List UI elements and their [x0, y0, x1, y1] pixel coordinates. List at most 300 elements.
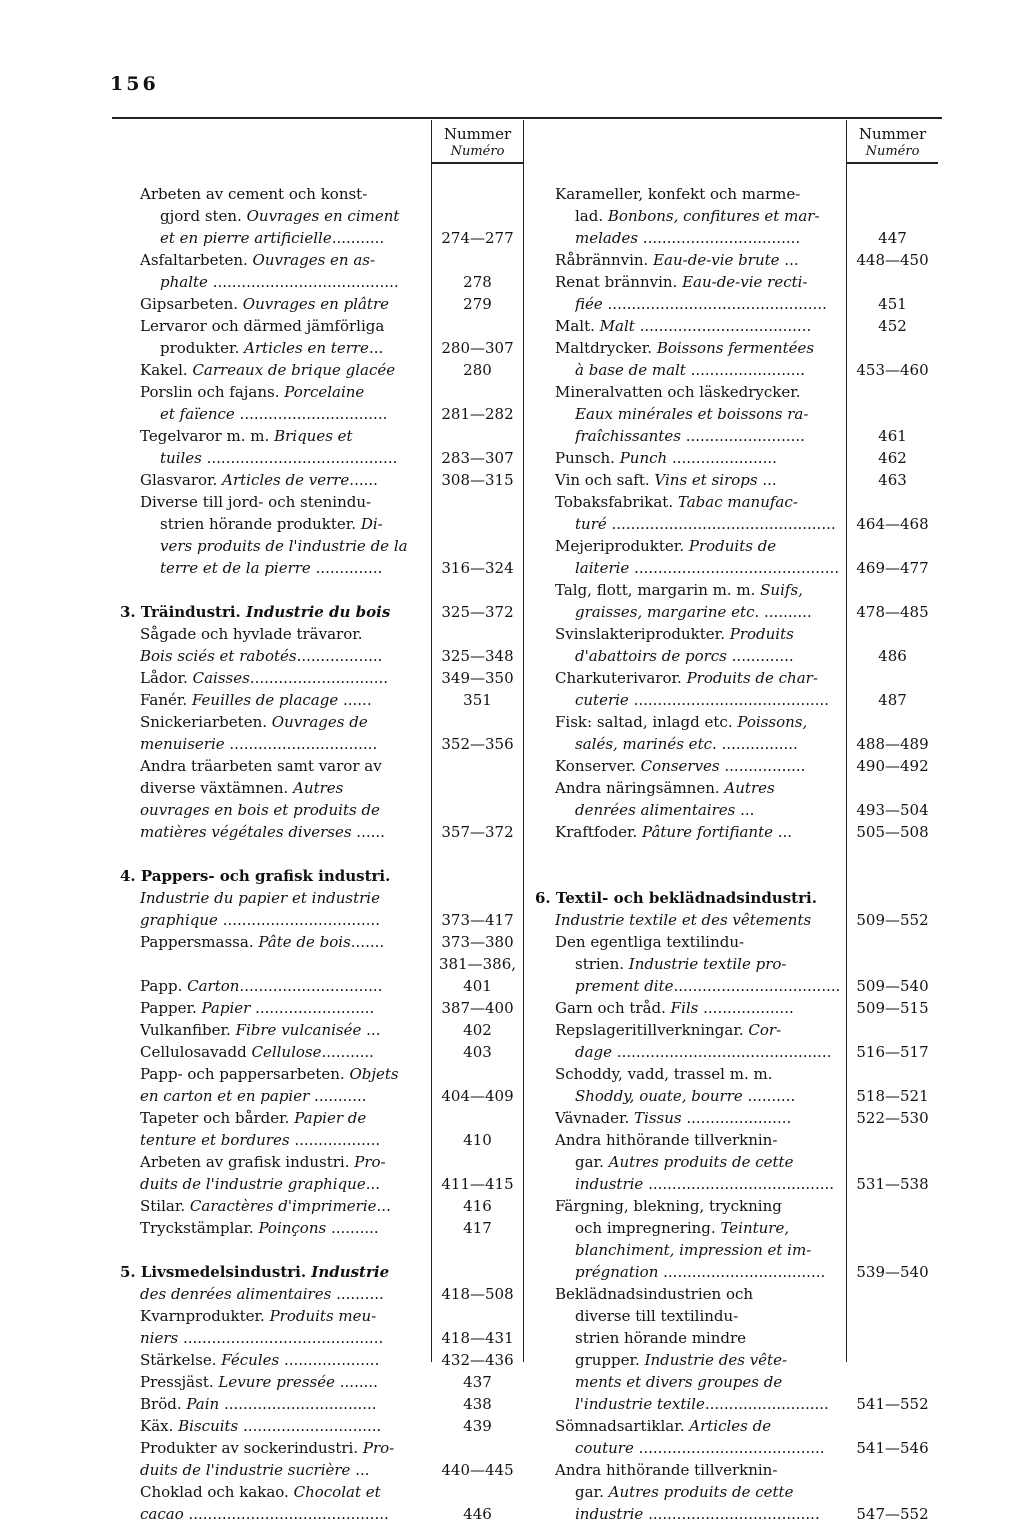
entry-text: Andra hithörande tillverknin- — [555, 1131, 778, 1149]
entry-number: 417 — [463, 1219, 492, 1237]
index-entry — [140, 645, 520, 667]
index-entry — [555, 205, 935, 227]
index-entry — [555, 337, 935, 359]
index-entry — [555, 1415, 935, 1437]
entry-text: Charkuterivaror. Produits de char- — [555, 669, 818, 687]
entry-text: à base de malt ........................ — [575, 361, 806, 379]
index-entry — [140, 975, 520, 997]
entry-text: Tapeter och bårder. Papier de — [140, 1109, 367, 1127]
index-entry — [555, 1107, 935, 1129]
entry-text: Arbeten av grafisk industri. Pro- — [140, 1153, 386, 1171]
entry-number: 283—307 — [441, 449, 514, 467]
entry-text: Färgning, blekning, tryckning — [555, 1197, 782, 1215]
entry-text: Repslageritillverkningar. Cor- — [555, 1021, 782, 1039]
entry-text: Schoddy, vadd, trassel m. m. — [555, 1065, 773, 1083]
index-entry — [555, 931, 935, 953]
entry-text: en carton et en papier ........... — [140, 1087, 367, 1105]
entry-text: strien hörande produkter. Di- — [160, 515, 383, 533]
entry-text: Bröd. Pain ................................ — [140, 1395, 377, 1413]
entry-text: graisses, margarine etc. .......... — [575, 603, 812, 621]
entry-text: fiée .............................................. — [575, 295, 827, 313]
index-entry — [140, 183, 520, 205]
index-entry — [555, 1173, 935, 1195]
entry-text: Andra näringsämnen. Autres — [555, 779, 775, 797]
entry-text: niers .......................................... — [140, 1329, 384, 1347]
entry-text: Kvarnprodukter. Produits meu- — [140, 1307, 377, 1325]
entry-text: Sömnadsartiklar. Articles de — [555, 1417, 772, 1435]
header-numero: Numéro — [450, 144, 505, 159]
index-entry — [140, 447, 520, 469]
entry-text: Bois sciés et rabotés.................. — [140, 647, 383, 665]
index-entry — [555, 1349, 935, 1371]
entry-number: 325—372 — [441, 603, 514, 621]
index-entry — [140, 359, 520, 381]
entry-text: ments et divers groupes de — [575, 1373, 783, 1391]
entry-text: Vin och saft. Vins et sirops ... — [555, 471, 777, 489]
entry-text: menuiserie ............................... — [140, 735, 378, 753]
entry-text: des denrées alimentaires .......... — [140, 1285, 384, 1303]
entry-number: 541—552 — [856, 1395, 929, 1413]
index-entry — [140, 1129, 520, 1151]
index-entry — [140, 293, 520, 315]
entry-text: Vulkanfiber. Fibre vulcanisée ... — [140, 1021, 381, 1039]
index-entry — [555, 689, 935, 711]
entry-number: 522—530 — [856, 1109, 929, 1127]
entry-text: Talg, flott, margarin m. m. Suifs, — [555, 581, 803, 599]
entry-text: et en pierre artificielle........... — [160, 229, 385, 247]
index-entry — [140, 557, 520, 579]
entry-number: 516—517 — [856, 1043, 929, 1061]
index-entry — [555, 1261, 935, 1283]
entry-text: Choklad och kakao. Chocolat et — [140, 1483, 381, 1501]
entry-number: 387—400 — [441, 999, 514, 1017]
entry-text: duits de l'industrie sucrière ... — [140, 1461, 370, 1479]
entry-text: Asfaltarbeten. Ouvrages en as- — [140, 251, 376, 269]
entry-text: prégnation .................................. — [575, 1263, 826, 1281]
entry-number: 446 — [463, 1505, 492, 1523]
entry-text: blanchiment, impression et im- — [575, 1241, 812, 1259]
index-entry — [555, 1437, 935, 1459]
index-entry — [140, 1371, 520, 1393]
header-rule-right — [846, 162, 938, 164]
entry-number: 280—307 — [441, 339, 514, 357]
index-entry — [555, 799, 935, 821]
index-entry — [140, 315, 520, 337]
index-entry — [555, 975, 935, 997]
entry-number: 278 — [463, 273, 492, 291]
index-entry — [555, 293, 935, 315]
entry-text: vers produits de l'industrie de la — [160, 537, 408, 555]
entry-text: diverse växtämnen. Autres — [140, 779, 344, 797]
header-nummer: Nummer — [858, 125, 927, 143]
entry-text: Industrie textile et des vêtements — [555, 911, 812, 929]
index-entry — [555, 469, 935, 491]
index-entry — [555, 601, 935, 623]
entry-text: Konserver. Conserves ................. — [555, 757, 806, 775]
index-entry — [555, 1063, 935, 1085]
entry-text: strien hörande mindre — [575, 1329, 747, 1347]
entry-number: 381—386, — [438, 955, 517, 973]
index-entry — [555, 1305, 935, 1327]
header-nummer: Nummer — [443, 125, 512, 143]
index-entry — [140, 909, 520, 931]
entry-number: 437 — [463, 1373, 492, 1391]
entry-text: et faïence ............................... — [160, 405, 388, 423]
index-entry — [555, 1503, 935, 1525]
entry-text: Andra träarbeten samt varor av — [140, 757, 382, 775]
index-entry — [140, 1503, 520, 1525]
index-entry — [555, 447, 935, 469]
index-entry — [140, 1437, 520, 1459]
index-entry — [140, 271, 520, 293]
entry-text: Papper. Papier ......................... — [140, 999, 375, 1017]
entry-text: 5. Livsmedelsindustri. Industrie — [120, 1263, 390, 1281]
entry-text: Diverse till jord- och stenindu- — [140, 493, 372, 511]
entry-text: grupper. Industrie des vête- — [575, 1351, 788, 1369]
index-entry — [555, 1481, 935, 1503]
entry-text: Stärkelse. Fécules .................... — [140, 1351, 380, 1369]
index-entry — [140, 1195, 520, 1217]
index-entry — [140, 931, 520, 953]
index-entry — [140, 403, 520, 425]
entry-number: 418—508 — [441, 1285, 514, 1303]
entry-text: phalte ....................................... — [160, 273, 399, 291]
entry-text: salés, marinés etc. ................ — [575, 735, 798, 753]
index-entry — [140, 1327, 520, 1349]
entry-number: 509—515 — [856, 999, 929, 1017]
entry-text: diverse till textilindu- — [575, 1307, 739, 1325]
index-entry — [140, 205, 520, 227]
entry-text: matières végétales diverses ...... — [140, 823, 385, 841]
index-entry — [555, 667, 935, 689]
entry-text: Lådor. Caisses............................. — [140, 669, 389, 687]
entry-number: 351 — [463, 691, 492, 709]
header-right — [847, 125, 938, 161]
entry-text: prement dite................................... — [575, 977, 841, 995]
index-entry — [140, 1107, 520, 1129]
index-entry — [140, 1349, 520, 1371]
top-rule — [112, 117, 942, 119]
left-column — [120, 183, 520, 1525]
entry-number: 281—282 — [441, 405, 514, 423]
entry-text: melades ................................. — [575, 229, 801, 247]
entry-number: 439 — [463, 1417, 492, 1435]
index-entry — [140, 1305, 520, 1327]
entry-text: couture ....................................... — [575, 1439, 825, 1457]
index-entry — [140, 1173, 520, 1195]
spacer — [555, 865, 935, 887]
index-entry — [555, 513, 935, 535]
index-entry — [140, 1085, 520, 1107]
entry-number: 401 — [463, 977, 492, 995]
entry-text: Karameller, konfekt och marme- — [555, 185, 801, 203]
entry-text: Beklädnadsindustrien och — [555, 1285, 754, 1303]
entry-text: 4. Pappers- och grafisk industri. — [120, 867, 391, 885]
entry-number: 357—372 — [441, 823, 514, 841]
entry-text: Mineralvatten och läskedrycker. — [555, 383, 801, 401]
index-entry — [555, 777, 935, 799]
index-entry — [140, 755, 520, 777]
entry-number: 505—508 — [856, 823, 929, 841]
index-entry — [555, 425, 935, 447]
index-entry — [555, 403, 935, 425]
entry-text: laiterie ........................................... — [575, 559, 840, 577]
entry-text: lad. Bonbons, confitures et mar- — [575, 207, 820, 225]
index-entry — [140, 491, 520, 513]
entry-number: 490—492 — [856, 757, 929, 775]
entry-text: Shoddy, ouate, bourre .......... — [575, 1087, 796, 1105]
entry-number: 438 — [463, 1395, 492, 1413]
index-entry — [555, 1217, 935, 1239]
entry-text: Svinslakteriprodukter. Produits — [555, 625, 794, 643]
index-entry — [555, 909, 935, 931]
entry-text: 6. Textil- och beklädnadsindustri. — [535, 889, 817, 907]
entry-number: 416 — [463, 1197, 492, 1215]
entry-number: 509—540 — [856, 977, 929, 995]
entry-text: terre et de la pierre .............. — [160, 559, 383, 577]
index-entry — [140, 425, 520, 447]
entry-text: Tegelvaror m. m. Briques et — [140, 427, 353, 445]
entry-text: industrie .................................... — [575, 1505, 820, 1523]
entry-number: 316—324 — [441, 559, 514, 577]
entry-number: 539—540 — [856, 1263, 929, 1281]
entry-number: 452 — [878, 317, 907, 335]
entry-text: d'abattoirs de porcs ............. — [575, 647, 794, 665]
entry-number: 464—468 — [856, 515, 929, 533]
entry-text: Maltdrycker. Boissons fermentées — [555, 339, 815, 357]
index-entry — [555, 535, 935, 557]
index-entry — [555, 645, 935, 667]
index-entry — [555, 1129, 935, 1151]
entry-text: och impregnering. Teinture, — [575, 1219, 790, 1237]
entry-text: Pressjäst. Levure pressée ........ — [140, 1373, 378, 1391]
index-entry — [140, 1063, 520, 1085]
entry-number: 447 — [878, 229, 907, 247]
entry-number: 486 — [878, 647, 907, 665]
entry-text: graphique ................................. — [140, 911, 381, 929]
index-entry — [555, 1283, 935, 1305]
index-entry — [555, 711, 935, 733]
entry-number: 451 — [878, 295, 907, 313]
index-entry — [555, 821, 935, 843]
entry-text: tenture et bordures .................. — [140, 1131, 381, 1149]
index-entry — [140, 249, 520, 271]
index-entry — [555, 315, 935, 337]
entry-text: Industrie du papier et industrie — [140, 889, 380, 907]
entry-number: 518—521 — [856, 1087, 929, 1105]
entry-number: 411—415 — [441, 1175, 514, 1193]
spacer — [140, 843, 520, 865]
right-column — [535, 183, 935, 1525]
entry-number: 547—552 — [856, 1505, 929, 1523]
section-heading — [120, 601, 520, 623]
entry-text: Råbrännvin. Eau-de-vie brute ... — [555, 251, 799, 269]
entry-text: Glasvaror. Articles de verre...... — [140, 471, 378, 489]
index-entry — [140, 1481, 520, 1503]
section-heading — [120, 1261, 520, 1283]
entry-text: Mejeriprodukter. Produits de — [555, 537, 777, 555]
entry-number: 373—417 — [441, 911, 514, 929]
entry-text: Tryckstämplar. Poinçons .......... — [140, 1219, 379, 1237]
entry-number: 487 — [878, 691, 907, 709]
index-entry — [140, 821, 520, 843]
entry-text: Stilar. Caractères d'imprimerie... — [140, 1197, 391, 1215]
entry-text: gar. Autres produits de cette — [575, 1483, 794, 1501]
entry-number: 352—356 — [441, 735, 514, 753]
index-entry — [555, 1371, 935, 1393]
index-entry — [555, 997, 935, 1019]
entry-text: gjord sten. Ouvrages en ciment — [160, 207, 400, 225]
entry-text: Eaux minérales et boissons ra- — [575, 405, 809, 423]
index-entry — [140, 777, 520, 799]
entry-number: 403 — [463, 1043, 492, 1061]
entry-number: 509—552 — [856, 911, 929, 929]
index-entry — [555, 1019, 935, 1041]
section-heading — [120, 865, 520, 887]
index-entry — [140, 799, 520, 821]
index-entry — [140, 1151, 520, 1173]
entry-text: Vävnader. Tissus ...................... — [555, 1109, 792, 1127]
entry-text: Produkter av sockerindustri. Pro- — [140, 1439, 395, 1457]
entry-number: 462 — [878, 449, 907, 467]
index-entry — [555, 1327, 935, 1349]
header-numero: Numéro — [865, 144, 920, 159]
index-entry — [555, 1041, 935, 1063]
index-entry — [140, 689, 520, 711]
entry-number: 404—409 — [441, 1087, 514, 1105]
index-entry — [555, 271, 935, 293]
index-entry — [140, 513, 520, 535]
entry-number: 373—380 — [441, 933, 514, 951]
entry-text: Malt. Malt .................................... — [555, 317, 812, 335]
entry-text: Papp- och pappersarbeten. Objets — [140, 1065, 399, 1083]
entry-text: Garn och tråd. Fils ................... — [555, 999, 794, 1017]
entry-text: Fisk: saltad, inlagd etc. Poissons, — [555, 713, 808, 731]
index-entry — [140, 535, 520, 557]
index-entry — [555, 381, 935, 403]
index-entry — [555, 491, 935, 513]
entry-number: 440—445 — [441, 1461, 514, 1479]
entry-number: 461 — [878, 427, 907, 445]
index-entry — [555, 557, 935, 579]
index-entry — [555, 733, 935, 755]
entry-text: cacao .......................................... — [140, 1505, 389, 1523]
index-entry — [140, 1041, 520, 1063]
index-entry — [555, 1195, 935, 1217]
index-entry — [140, 953, 520, 975]
header-rule-left — [431, 162, 523, 164]
entry-number: 448—450 — [856, 251, 929, 269]
entry-text: Gipsarbeten. Ouvrages en plâtre — [140, 295, 389, 313]
entry-text: Kakel. Carreaux de brique glacée — [140, 361, 396, 379]
entry-number: 402 — [463, 1021, 492, 1039]
spacer — [140, 579, 520, 601]
entry-text: Cellulosavadd Cellulose........... — [140, 1043, 374, 1061]
index-entry — [140, 1393, 520, 1415]
index-entry — [555, 1085, 935, 1107]
entry-number: 349—350 — [441, 669, 514, 687]
entry-text: ouvrages en bois et produits de — [140, 801, 380, 819]
entry-number: 274—277 — [441, 229, 514, 247]
index-entry — [140, 733, 520, 755]
index-entry — [555, 953, 935, 975]
index-entry — [140, 887, 520, 909]
entry-number: 432—436 — [441, 1351, 514, 1369]
entry-text: Papp. Carton.............................. — [140, 977, 383, 995]
index-entry — [140, 711, 520, 733]
header-left — [432, 125, 523, 161]
entry-text: Sågade och hyvlade trävaror. — [140, 625, 363, 643]
entry-text: duits de l'industrie graphique... — [140, 1175, 381, 1193]
index-entry — [140, 469, 520, 491]
index-entry — [140, 381, 520, 403]
index-entry — [140, 1019, 520, 1041]
entry-text: Kraftfoder. Pâture fortifiante ... — [555, 823, 793, 841]
entry-text: Pappersmassa. Pâte de bois....... — [140, 933, 385, 951]
entry-number: 531—538 — [856, 1175, 929, 1193]
entry-text: l'industrie textile.......................... — [575, 1395, 829, 1413]
entry-text: Fanér. Feuilles de placage ...... — [140, 691, 372, 709]
index-entry — [140, 1217, 520, 1239]
index-entry — [555, 249, 935, 271]
entry-text: produkter. Articles en terre... — [160, 339, 384, 357]
entry-number: 478—485 — [856, 603, 929, 621]
col-divider-center — [523, 120, 524, 1362]
entry-number: 453—460 — [856, 361, 929, 379]
entry-text: Renat brännvin. Eau-de-vie recti- — [555, 273, 808, 291]
index-entry — [140, 337, 520, 359]
entry-text: dage ............................................. — [575, 1043, 832, 1061]
index-entry — [555, 1393, 935, 1415]
index-entry — [555, 227, 935, 249]
entry-number: 308—315 — [441, 471, 514, 489]
entry-text: Lervaror och därmed jämförliga — [140, 317, 385, 335]
entry-number: 493—504 — [856, 801, 929, 819]
entry-text: cuterie ......................................... — [575, 691, 830, 709]
entry-number: 541—546 — [856, 1439, 929, 1457]
index-entry — [555, 1459, 935, 1481]
index-entry — [140, 227, 520, 249]
entry-text: fraîchissantes ......................... — [575, 427, 805, 445]
index-entry — [555, 359, 935, 381]
entry-number: 469—477 — [856, 559, 929, 577]
section-heading — [535, 887, 935, 909]
entry-text: Den egentliga textilindu- — [555, 933, 745, 951]
entry-text: tuiles ........................................ — [160, 449, 398, 467]
entry-text: Snickeriarbeten. Ouvrages de — [140, 713, 368, 731]
entry-text: Käx. Biscuits ............................. — [140, 1417, 382, 1435]
index-entry — [140, 1283, 520, 1305]
entry-number: 279 — [463, 295, 492, 313]
entry-number: 410 — [463, 1131, 492, 1149]
entry-text: 3. Träindustri. Industrie du bois — [120, 603, 391, 621]
entry-text: strien. Industrie textile pro- — [575, 955, 787, 973]
entry-text: gar. Autres produits de cette — [575, 1153, 794, 1171]
index-entry — [140, 1459, 520, 1481]
entry-number: 418—431 — [441, 1329, 514, 1347]
page-number: 156 — [110, 73, 159, 95]
index-entry — [555, 1151, 935, 1173]
entry-text: Tobaksfabrikat. Tabac manufac- — [555, 493, 798, 511]
index-entry — [140, 667, 520, 689]
index-entry — [555, 755, 935, 777]
index-entry — [555, 623, 935, 645]
entry-text: industrie ....................................... — [575, 1175, 835, 1193]
entry-number: 488—489 — [856, 735, 929, 753]
spacer — [555, 843, 935, 865]
entry-text: denrées alimentaires ... — [575, 801, 755, 819]
entry-number: 463 — [878, 471, 907, 489]
